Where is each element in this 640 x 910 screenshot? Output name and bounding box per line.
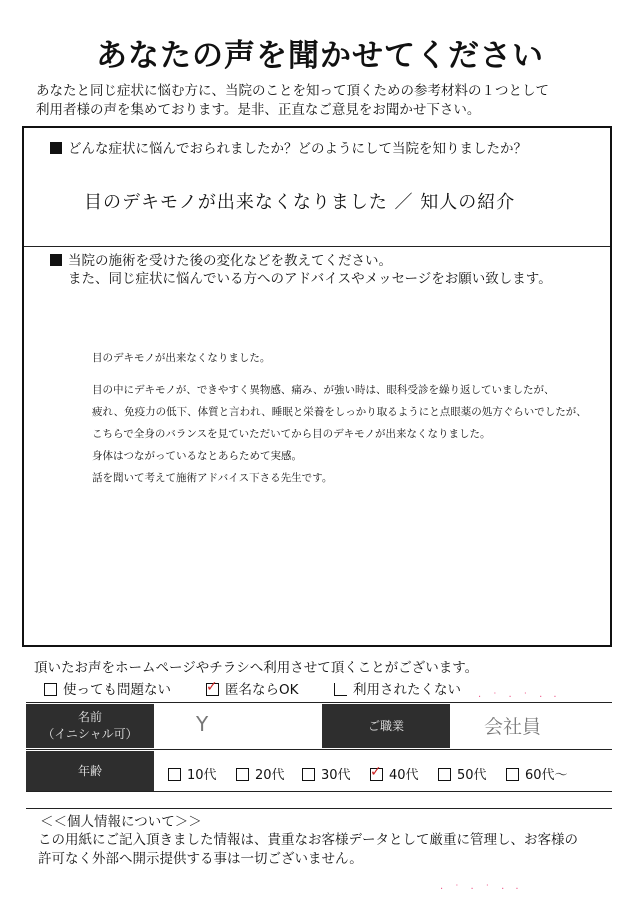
question-1 (50, 140, 527, 158)
question-1-answer: 目のデキモノが出来なくなりました ／ 知人の紹介 (84, 192, 516, 213)
name-label-line-2: （イニシャル可） (42, 727, 138, 741)
consent-question: 頂いたお声をホームページやチラシへ利用させて頂くことがございます。 (34, 660, 479, 676)
age-option-label: 40代 (389, 768, 419, 783)
square-bullet-icon (50, 254, 62, 266)
checkbox[interactable] (334, 683, 347, 696)
age-option-label: 30代 (321, 768, 351, 783)
answer-line: こちらで全身のバランスを見ていただいてから目のデキモノが出来なくなりました。 (92, 428, 491, 440)
name-label-line-1: 名前 (77, 710, 102, 724)
pink-marks: · ˙ · ˙ · · (440, 884, 523, 895)
question-2 (50, 252, 392, 270)
occupation-value[interactable]: 会社員 (484, 716, 542, 738)
checkbox[interactable] (168, 768, 181, 781)
answer-line: 身体はつながっているなとあらためて実感。 (92, 450, 302, 462)
checkbox[interactable] (506, 768, 519, 781)
age-option-label: 10代 (187, 768, 217, 783)
answer-line: 話を聞いて考えて施術アドバイス下さる先生です。 (92, 472, 333, 484)
privacy-divider (26, 808, 612, 809)
privacy-text (38, 831, 628, 869)
pink-marks: · ˙ · ˙ · · (478, 692, 561, 703)
consent-option-label: 匿名ならOK (225, 682, 299, 698)
checkbox[interactable] (438, 768, 451, 781)
consent-option-anonymous[interactable] (206, 678, 298, 698)
consent-option-ok[interactable] (44, 678, 171, 698)
age-option-label: 60代～ (525, 768, 568, 783)
privacy-line-2: 許可なく外部へ開示提供する事は一切ございません。 (38, 851, 363, 867)
intro-text (36, 82, 626, 120)
age-option-label: 20代 (255, 768, 285, 783)
age-option-30s[interactable] (302, 764, 351, 783)
question-1-label: どんな症状に悩んでおられましたか？どのようにして当院を知りましたか？ (68, 141, 527, 157)
age-option-10s[interactable] (168, 764, 217, 783)
checkbox-checked[interactable] (370, 764, 383, 781)
consent-option-decline[interactable] (334, 678, 461, 698)
age-option-50s[interactable] (438, 764, 487, 783)
check-mark-icon: ✓ (370, 764, 382, 780)
checkbox-checked[interactable] (206, 679, 219, 696)
intro-line-2: 利用者様の声を集めております。是非、正直なご意見をお聞かせ下さい。 (36, 102, 481, 118)
question-2-label-line-2: また、同じ症状に悩んでいる方へのアドバイスやメッセージをお願い致します。 (68, 271, 552, 287)
answer-line: 目の中にデキモノが、できやすく異物感、痛み、が強い時は、眼科受診を繰り返していましたが、 (92, 384, 555, 396)
consent-option-label: 利用されたくない (353, 682, 461, 698)
intro-line-1: あなたと同じ症状に悩む方に、当院のことを知って頂くための参考材料の１つとして (36, 83, 549, 99)
questionnaire-frame (22, 126, 612, 647)
age-option-40s[interactable] (370, 764, 419, 783)
square-bullet-icon (50, 142, 62, 154)
answer-line: 疲れ、免疫力の低下、体質と言われ、睡眠と栄養をしっかり取るようにと点眼薬の処方ぐらいでしたが、 (92, 406, 587, 418)
age-label: 年齢 (26, 751, 154, 791)
consent-option-label: 使っても問題ない (63, 682, 171, 698)
name-value[interactable]: Y (196, 712, 209, 736)
checkbox[interactable] (236, 768, 249, 781)
age-option-label: 50代 (457, 768, 487, 783)
question-2-label-line-1: 当院の施術を受けた後の変化などを教えてください。 (68, 253, 392, 269)
answer-line: 目のデキモノが出来なくなりました。 (92, 352, 271, 364)
check-mark-icon: ✓ (206, 679, 218, 695)
privacy-line-1: この用紙にご記入頂きました情報は、貴重なお客様データとして厳重に管理し、お客様の (38, 832, 578, 848)
page-title: あなたの声を聞かせてください (96, 38, 544, 74)
checkbox[interactable] (44, 683, 57, 696)
age-option-60s[interactable] (506, 764, 568, 783)
checkbox[interactable] (302, 768, 315, 781)
privacy-heading: ＜＜個人情報について＞＞ (40, 814, 202, 830)
age-option-20s[interactable] (236, 764, 285, 783)
occupation-label: ご職業 (322, 704, 450, 748)
name-label (26, 704, 154, 748)
